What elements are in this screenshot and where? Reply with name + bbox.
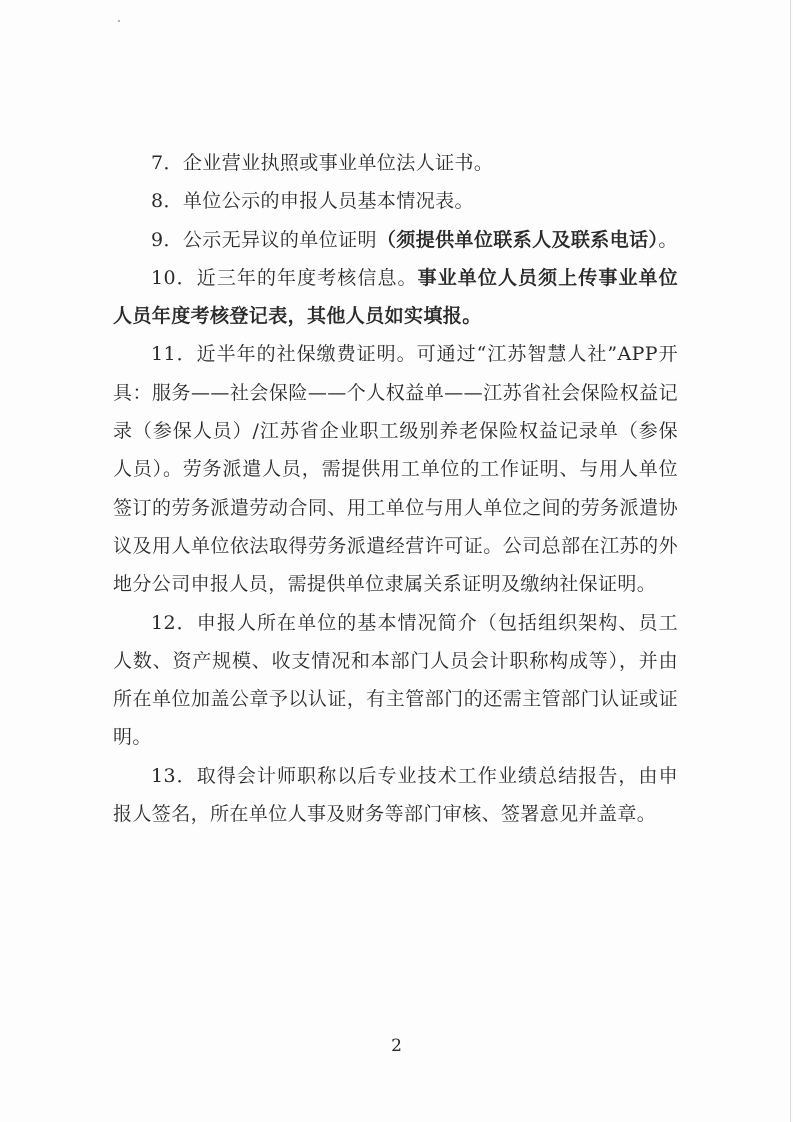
- page-edge-line: [790, 0, 791, 1122]
- page-number: 2: [391, 1036, 402, 1056]
- paragraph-text: 9．公示无异议的单位证明: [151, 228, 377, 251]
- document-body: [113, 144, 678, 833]
- list-item-paragraph: [113, 144, 678, 182]
- paragraph-text: 8．单位公示的申报人员基本情况表。: [151, 190, 474, 213]
- emphasized-text: 事业单位人员须上传事业单位人员年度考核登记表，其他人员如实填报。: [113, 266, 679, 328]
- list-item-paragraph: [113, 182, 678, 220]
- paragraph-text: 12．申报人所在单位的基本情况简介（包括组织架构、员工人数、资产规模、收支情况和本部门人员会计职称构成等），并由所在单位加盖公章予以认证，有主管部门的还需主管部门认证或证明。: [113, 611, 678, 749]
- emphasized-text: （须提供单位联系人及联系电话）: [376, 228, 659, 251]
- list-item-paragraph: [113, 221, 678, 259]
- paragraph-text: 。: [658, 228, 678, 251]
- scan-speck: [118, 20, 120, 22]
- list-item-paragraph: [113, 604, 678, 757]
- paragraph-text: 7．企业营业执照或事业单位法人证书。: [151, 152, 494, 174]
- list-item-paragraph: [113, 335, 678, 603]
- paragraph-text: 13．取得会计师职称以后专业技术工作业绩总结报告，由申报人签名，所在单位人事及财务等部门审核、签署意见并盖章。: [113, 764, 678, 826]
- list-item-paragraph: [113, 757, 678, 834]
- list-item-paragraph: [113, 259, 678, 336]
- paragraph-text: 10．近三年的年度考核信息。: [151, 266, 418, 289]
- paragraph-text: 11．近半年的社保缴费证明。可通过“江苏智慧人社”APP开具：服务——社会保险——个人权益单——江苏省社会保险权益记录（参保人员）/江苏省企业职工级别养老保险权益记录单（参保人员）。劳务派遣人员，需提供用工单位的工作证明、与用人单位签订的劳务派遣劳动合同、用工单位与用人单位之间的劳务派遣协议及用人单位依法取得劳务派遣经营许可证。公司总部在江苏的外地分公司申报人员，需提供单位隶属关系证明及缴纳社保证明。: [113, 343, 678, 596]
